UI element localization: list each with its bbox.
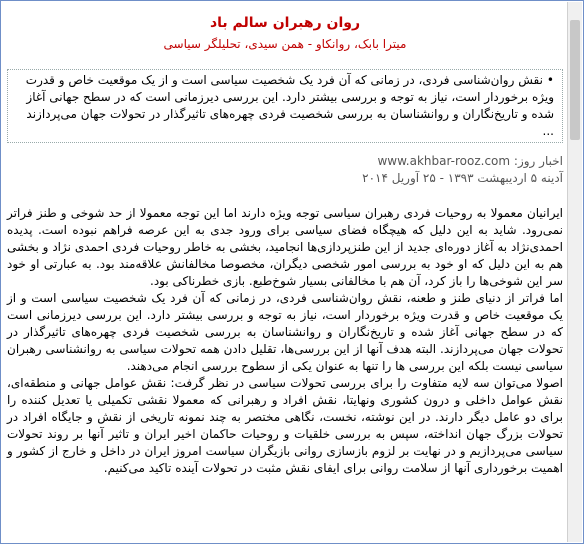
vertical-scrollbar[interactable] bbox=[567, 2, 582, 542]
article-body bbox=[7, 205, 563, 477]
publish-date: آدینه ۵ اردیبهشت ۱۳۹۳ - ۲۵ آوریل ۲۰۱۴ bbox=[362, 171, 563, 185]
meta-label: اخبار روز: bbox=[513, 154, 563, 168]
article-title: روان رهبران سالم باد bbox=[209, 15, 361, 31]
source-link[interactable]: www.akhbar-rooz.com bbox=[377, 154, 511, 168]
paragraph: ایرانیان معمولا به روحیات فردی رهبران سیاسی توجه ویژه دارند اما این توجه معمولا از حد شوخی و طنز فراتر نمی‌رود. شاید به این دلیل که هیچگاه فضای سیاسی برای ورود جدی به این عرصه فراهم نبوده است. پدیده احمدی‌نژاد به آغاز دوره‌ای جدید از این طنزپردازی‌ها انجامید، بخشی به خاطر روحیات فردی احمدی نژاد و بخشی هم به این دلیل که او خود به بررسی امور شخصی دیگران، مخصوصا مخالفانش علاقه‌مند بود. به عبارتی او خود سر این شوخی‌ها را باز کرد، آن هم با مخالفانی بسیار شوخ‌طبع. بازی خطرناکی بود. bbox=[7, 206, 563, 288]
scrollbar-thumb[interactable] bbox=[570, 20, 580, 140]
paragraph: اصولا می‌توان سه لایه متفاوت را برای بررسی تحولات سیاسی در نظر گرفت: نقش عوامل جهانی و منطقه‌ای، نقش عوامل داخلی و درون کشوری ونهایتا، نقش افراد و رهبرانی که معمولا نقشی تکمیلی یا تعدیل کننده را برای دو عامل دیگر دارند. در این نوشته، نخست، نگاهی مختصر به چند نمونه تاریخی از نقش و جایگاه افراد در تحولات بزرگ جهان انداخته، سپس به بررسی خلقیات و روحیات حاکمان اخیر ایران و تاثیر آنها بر روند تحولات سیاسی می‌پردازیم و در نهایت بر لزوم بازسازی روانی بازیگران سیاست امروز ایران در داخل و خارج از کشور و اهمیت برخورداری آنها از سلامت روانی برای ایفای نقش مثبت در تحولات آینده تاکید می‌کنیم. bbox=[7, 376, 563, 475]
article-meta bbox=[7, 153, 563, 187]
summary-text: نقش روان‌شناسی فردی، در زمانی که آن فرد یک شخصیت سیاسی است و از یک موقعیت خاص و قدرت ویژه برخوردار است، نیاز به توجه و بررسی بیشتر دارد. این بررسی دیرزمانی است که در سطح جهانی آغاز شده و تاریخ‌نگاران و روانشناسان به بررسی شخصیت فردی چهره‌های تاثیرگذار در تحولات جهان می‌پردازند ... bbox=[25, 73, 554, 138]
paragraph: اما فراتر از دنیای طنز و طعنه، نقش روان‌شناسی فردی، در زمانی که آن فرد یک شخصیت سیاسی است و از یک موقعیت خاص و قدرت ویژه برخوردار است، نیاز به توجه و بررسی بیشتر دارد. این بررسی دیرزمانی است که در سطح جهانی آغاز شده و تاریخ‌نگاران و روانشناسان به بررسی شخصیت فردی چهره‌های تاثیرگذار در تحولات جهان می‌پردازند. البته هدف آنها از این بررسی‌ها، تقلیل دادن همه تحولات سیاسی به روانشناسی رهبران سیاسی نیست بلکه این بررسی ها را تنها به عنوان یکی از سطوح بررسی انجام می‌دهند. bbox=[7, 291, 563, 373]
article-summary bbox=[7, 69, 563, 143]
article-content bbox=[7, 1, 563, 477]
article-authors: میترا بابک، روانکاو - همن سیدی، تحلیلگر سیاسی bbox=[163, 37, 407, 51]
bullet-icon: • bbox=[546, 73, 554, 87]
